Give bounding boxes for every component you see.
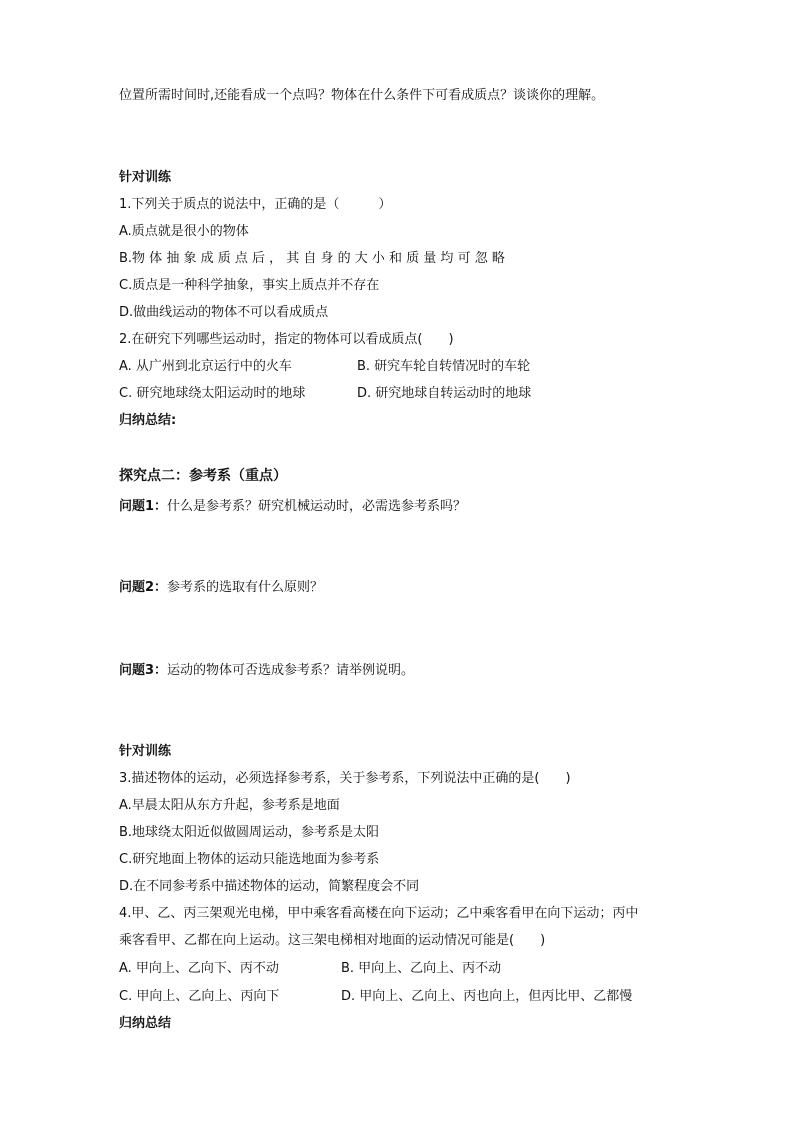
- question-4-stem-line-1: 4.甲、乙、丙三架观光电梯，甲中乘客看高楼在向下运动；乙中乘客看甲在向下运动；丙中: [119, 906, 639, 921]
- question-4-stem-line-2: 乘客看甲、乙都在向上运动。这三架电梯相对地面的运动情况可能是( ): [119, 933, 546, 948]
- problem-2-text: 参考系的选取有什么原则？: [167, 580, 324, 595]
- question-2-option-d: D. 研究地球自转运动时的地球: [357, 386, 532, 401]
- section-2-heading: 探究点二：参考系（重点）: [119, 468, 287, 484]
- question-4-option-c: C. 甲向上、乙向上、丙向下: [119, 989, 280, 1004]
- question-4-option-d: D. 甲向上、乙向上、丙也向上，但丙比甲、乙都慢: [341, 989, 633, 1004]
- problem-2-label: 问题2：: [119, 580, 168, 595]
- question-2-stem: 2.在研究下列哪些运动时，指定的物体可以看成质点( ): [119, 332, 454, 347]
- question-2-options-row-2: [119, 384, 531, 404]
- summary-label-1: 归纳总结:: [119, 413, 177, 428]
- intro-continuation: 位置所需时间时,还能看成一个点吗？物体在什么条件下可看成质点？谈谈你的理解。: [119, 88, 605, 103]
- question-3-option-a: A.早晨太阳从东方升起，参考系是地面: [119, 798, 340, 813]
- question-2-option-c: C. 研究地球绕太阳运动时的地球: [119, 386, 306, 401]
- question-1-stem: 1.下列关于质点的说法中，正确的是（ ）: [119, 197, 392, 212]
- question-1-option-d: D.做曲线运动的物体不可以看成质点: [119, 305, 329, 320]
- question-3-option-c: C.研究地面上物体的运动只能选地面为参考系: [119, 852, 380, 867]
- question-3-option-d: D.在不同参考系中描述物体的运动，简繁程度会不同: [119, 879, 420, 894]
- summary-label-2: 归纳总结: [119, 1016, 172, 1031]
- question-4-options-row-2: [119, 987, 632, 1007]
- problem-1-label: 问题1：: [119, 499, 168, 514]
- question-4-options-row-1: [119, 959, 501, 979]
- question-3-stem: 3.描述物体的运动，必须选择参考系，关于参考系，下列说法中正确的是( ): [119, 771, 571, 786]
- question-2-option-b: B. 研究车轮自转情况时的车轮: [357, 359, 531, 374]
- problem-2: [119, 578, 323, 598]
- problem-1: [119, 497, 466, 517]
- question-1-option-c: C.质点是一种科学抽象，事实上质点并不存在: [119, 278, 380, 293]
- question-4-option-b: B. 甲向上、乙向上、丙不动: [341, 961, 502, 976]
- problem-3-label: 问题3：: [119, 663, 168, 678]
- problem-3: [119, 661, 414, 681]
- training-label-1: 针对训练: [119, 170, 172, 185]
- question-2-options-row-1: [119, 357, 530, 377]
- question-1-option-b: B.物 体 抽 象 成 质 点 后 ， 其 自 身 的 大 小 和 质 量 均 可 忽 略: [119, 251, 505, 266]
- question-1-option-a: A.质点就是很小的物体: [119, 224, 249, 239]
- problem-3-text: 运动的物体可否选成参考系？请举例说明。: [167, 663, 415, 678]
- question-4-option-a: A. 甲向上、乙向下、丙不动: [119, 961, 279, 976]
- training-label-2: 针对训练: [119, 744, 172, 759]
- question-3-option-b: B.地球绕太阳近似做圆周运动，参考系是太阳: [119, 825, 380, 840]
- question-2-option-a: A. 从广州到北京运行中的火车: [119, 359, 292, 374]
- problem-1-text: 什么是参考系？研究机械运动时，必需选参考系吗？: [167, 499, 467, 514]
